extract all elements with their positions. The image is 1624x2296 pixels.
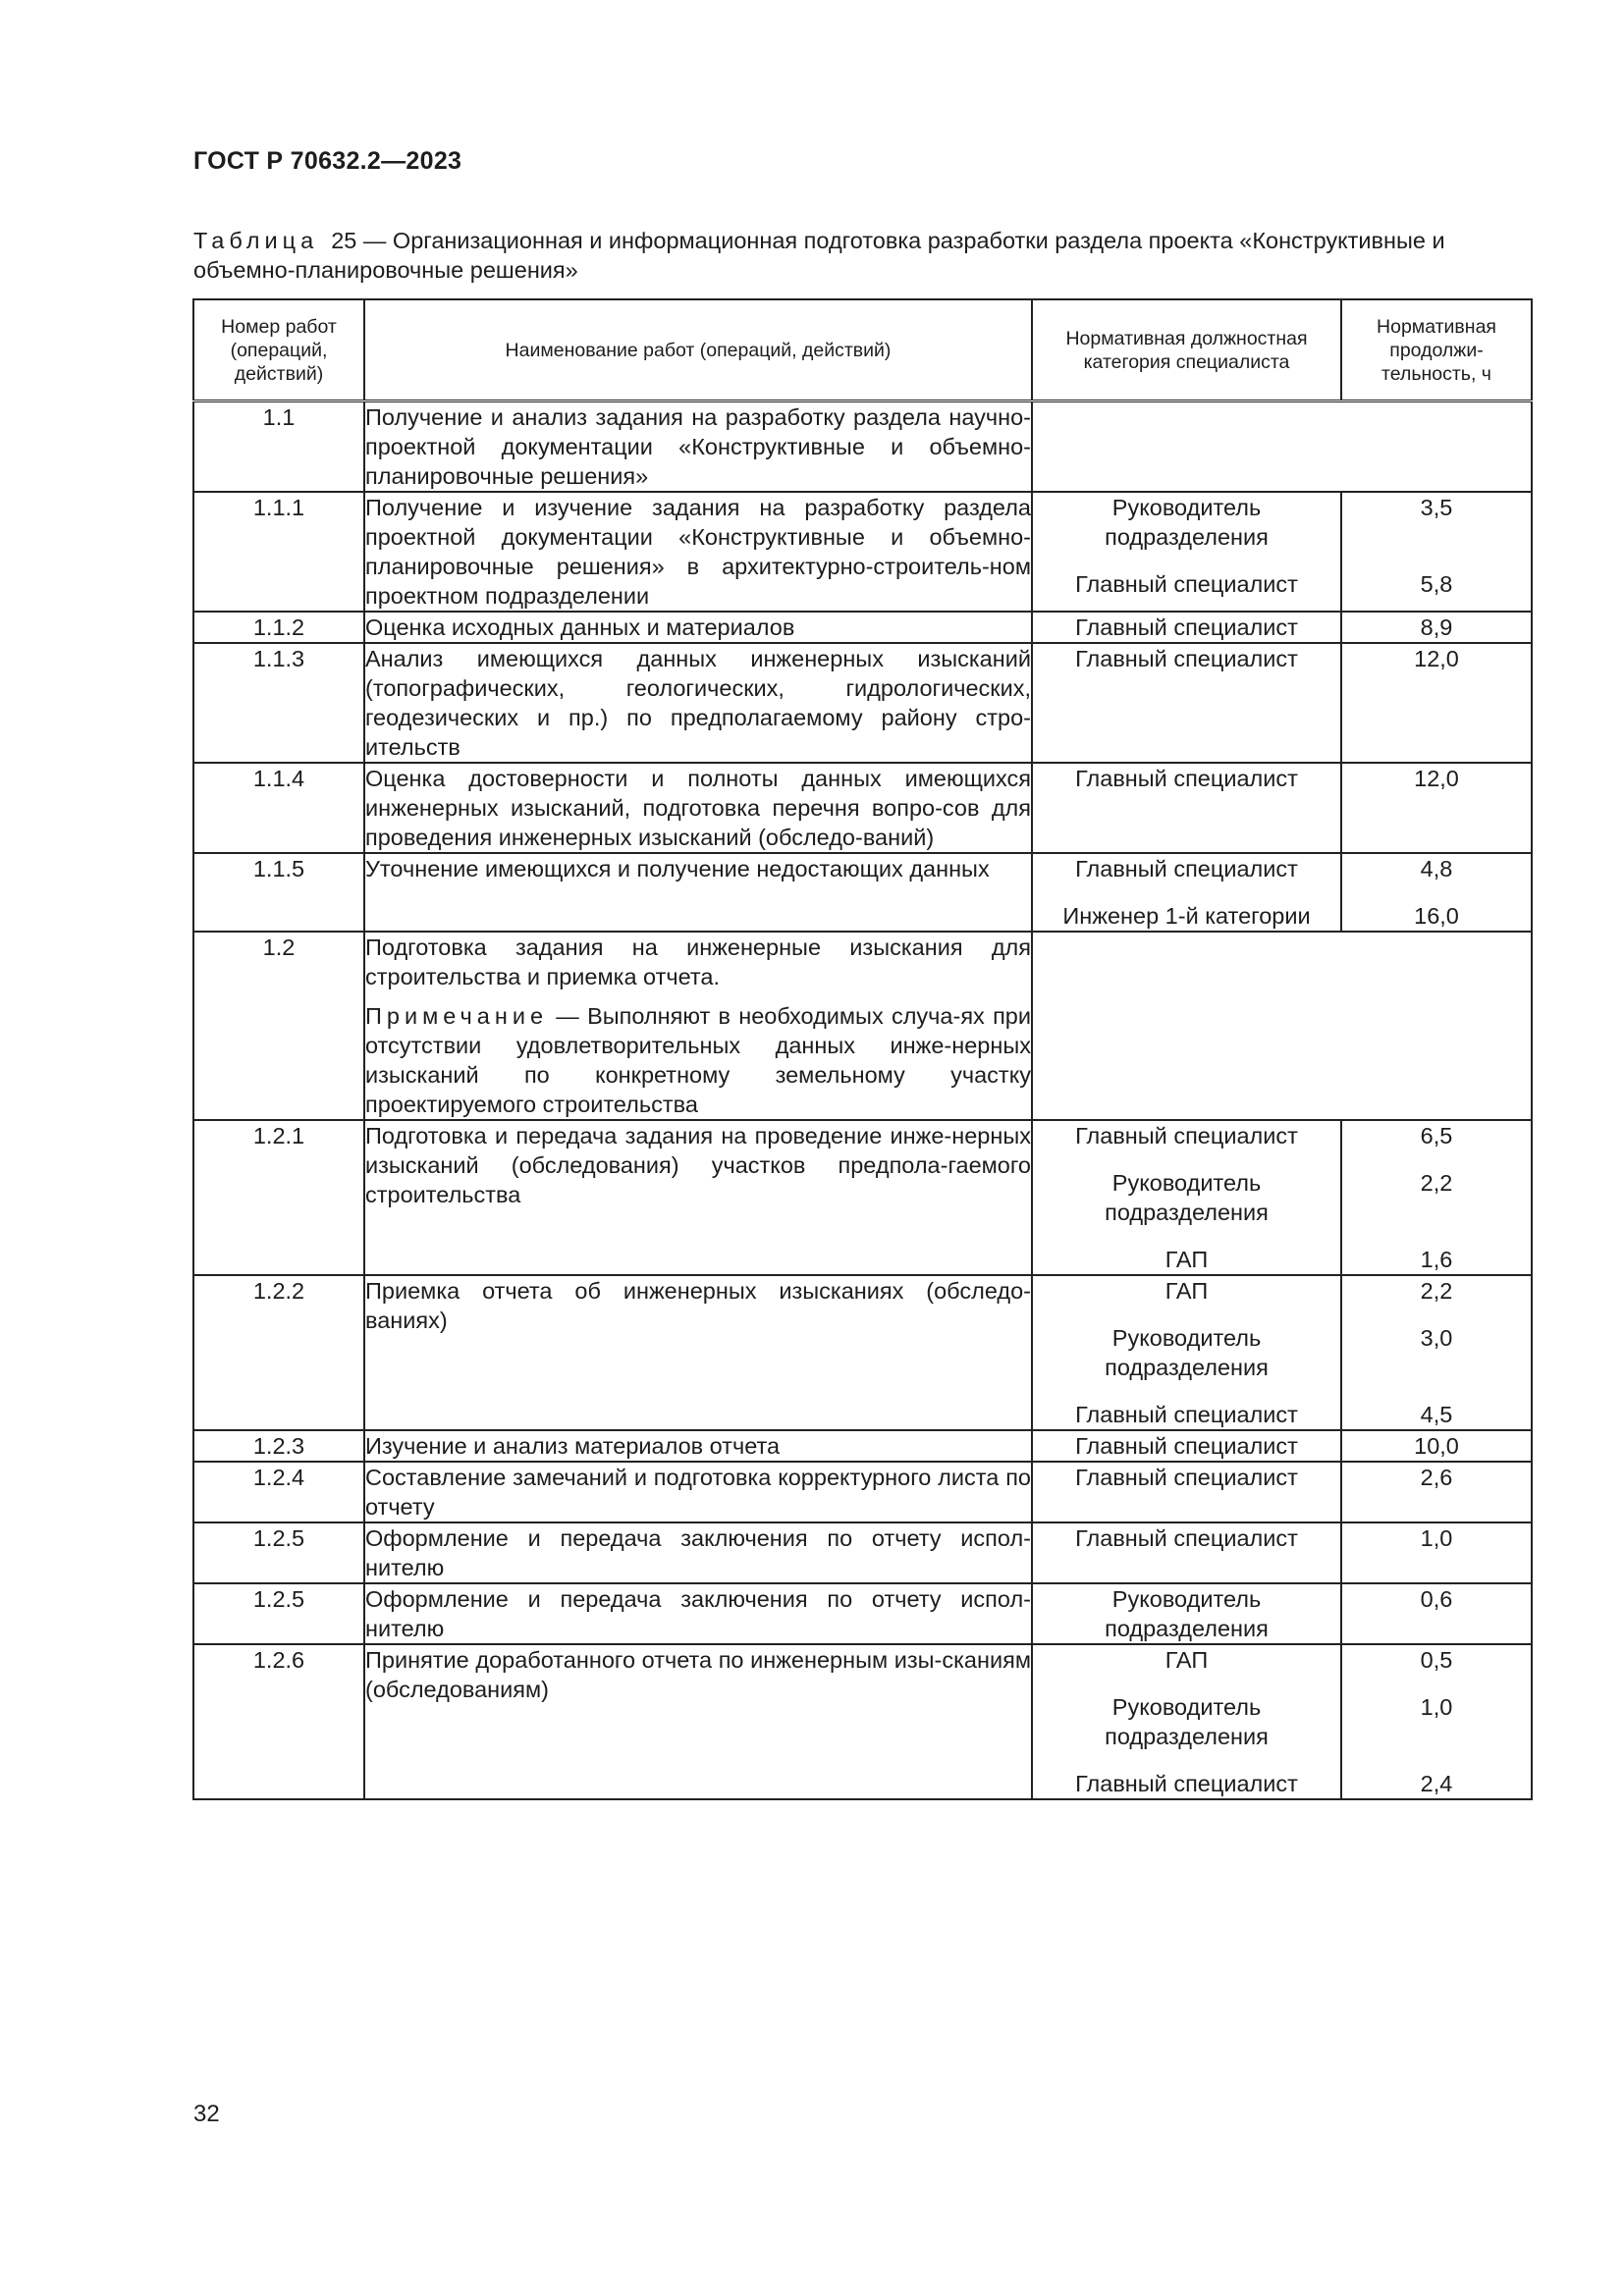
table-row (193, 1275, 1532, 1430)
work-number: 1.2.3 (193, 1430, 364, 1462)
position-cell (1032, 1120, 1341, 1275)
document-header: ГОСТ Р 70632.2—2023 (193, 147, 462, 175)
duration-cell (1341, 1522, 1532, 1583)
table-body (193, 401, 1532, 1800)
position-entry: Главный специалист (1075, 1771, 1298, 1796)
duration-cell (1341, 1583, 1532, 1644)
table-row (193, 1522, 1532, 1583)
position-entry: Руководитель подразделения (1105, 495, 1269, 550)
duration-entry: 1,6 (1420, 1247, 1453, 1272)
duration-entry: 2,2 (1420, 1278, 1453, 1304)
duration-cell (1341, 1430, 1532, 1462)
table-row (193, 612, 1532, 643)
work-name-cell (364, 1644, 1032, 1799)
work-name: Оформление и передача заключения по отчету испол-нителю (365, 1525, 1031, 1580)
work-name: Подготовка задания на инженерные изыскания для строительства и приемка отчета. (365, 934, 1031, 989)
position-cell (1032, 1583, 1341, 1644)
position-entry: Главный специалист (1075, 1402, 1298, 1427)
work-number: 1.1 (193, 401, 364, 493)
duration-entry: 10,0 (1414, 1433, 1459, 1459)
duration-entry: 4,8 (1420, 856, 1453, 881)
duration-cell (1341, 1644, 1532, 1799)
work-name: Подготовка и передача задания на проведение инже-нерных изысканий (обследования) участков предпола-гаемого строительства (365, 1123, 1031, 1207)
position-entry: Главный специалист (1075, 1525, 1298, 1551)
duration-entry: 2,6 (1420, 1465, 1453, 1490)
note-text: — Выполняют в необходимых случа-ях при отсутствии удовлетворительных данных инже-нерных изысканий по конкретному земельному участку проектируемого строительства (365, 1003, 1031, 1117)
position-entry: Главный специалист (1075, 1123, 1298, 1148)
position-cell (1032, 612, 1341, 643)
work-name-cell (364, 643, 1032, 763)
position-entry: Руководитель подразделения (1105, 1586, 1269, 1641)
position-entry: Руководитель подразделения (1105, 1694, 1269, 1749)
position-cell (1032, 1462, 1341, 1522)
work-name: Приемка отчета об инженерных изысканиях (обследо-ваниях) (365, 1278, 1031, 1333)
work-name-cell (364, 1275, 1032, 1430)
work-number: 1.2.2 (193, 1275, 364, 1430)
duration-cell (1341, 763, 1532, 853)
position-entry: Руководитель подразделения (1105, 1325, 1269, 1380)
work-norms-table (192, 298, 1533, 1800)
duration-entry: 1,0 (1420, 1694, 1453, 1720)
table-row (193, 492, 1532, 612)
position-entry: ГАП (1164, 1278, 1209, 1304)
position-entry: Руководитель подразделения (1105, 1170, 1269, 1225)
position-entry: Главный специалист (1075, 1465, 1298, 1490)
position-entry: Главный специалист (1075, 766, 1298, 791)
table-header-row (193, 299, 1532, 401)
position-cell (1032, 1430, 1341, 1462)
work-number: 1.2.1 (193, 1120, 364, 1275)
duration-entry: 16,0 (1414, 903, 1459, 929)
work-name-cell (364, 853, 1032, 932)
duration-entry: 8,9 (1420, 614, 1453, 640)
table-row (193, 1583, 1532, 1644)
work-number: 1.2.6 (193, 1644, 364, 1799)
header-name: Наименование работ (операций, действий) (364, 299, 1032, 401)
position-entry: Главный специалист (1075, 1433, 1298, 1459)
position-entry: ГАП (1164, 1647, 1209, 1673)
position-entry: Инженер 1-й категории (1062, 903, 1311, 929)
work-name: Оценка достоверности и полноты данных имеющихся инженерных изысканий, подготовка перечня вопро-сов для проведения инженерных изысканий (обследо-ваний) (365, 766, 1031, 850)
table-caption-text: 25 — Организационная и информационная подготовка разработки раздела проекта «Конструктивные и объемно-планировочные решения» (193, 228, 1445, 283)
duration-cell (1341, 1462, 1532, 1522)
position-entry: ГАП (1164, 1247, 1209, 1272)
table-row (193, 643, 1532, 763)
work-name: Анализ имеющихся данных инженерных изысканий (топографических, геологических, гидрологических, геодезических и пр.) по предполагаемому району стро-ительств (365, 646, 1031, 760)
duration-entry: 2,2 (1420, 1170, 1453, 1196)
position-cell (1032, 1522, 1341, 1583)
work-name: Получение и анализ задания на разработку раздела научно-проектной документации «Конструктивные и объемно-планировочные решения» (365, 404, 1031, 489)
work-name: Принятие доработанного отчета по инженерным изы-сканиям (обследованиям) (365, 1647, 1031, 1702)
work-name-cell (364, 1583, 1032, 1644)
work-name-cell (364, 1120, 1032, 1275)
work-number: 1.2.5 (193, 1522, 364, 1583)
duration-cell (1341, 492, 1532, 612)
position-cell (1032, 492, 1341, 612)
duration-cell (1341, 1120, 1532, 1275)
table-caption-label: Таблица (193, 228, 319, 253)
empty-cell (1032, 401, 1532, 493)
duration-entry: 6,5 (1420, 1123, 1453, 1148)
work-number: 1.1.3 (193, 643, 364, 763)
table-row (193, 763, 1532, 853)
position-cell (1032, 1275, 1341, 1430)
work-name-cell (364, 932, 1032, 1120)
duration-cell (1341, 643, 1532, 763)
position-entry: Главный специалист (1075, 571, 1298, 597)
work-number: 1.2.4 (193, 1462, 364, 1522)
header-position: Нормативная должностная категория специалиста (1032, 299, 1341, 401)
duration-entry: 3,0 (1420, 1325, 1453, 1351)
duration-cell (1341, 853, 1532, 932)
work-name: Уточнение имеющихся и получение недостающих данных (365, 856, 990, 881)
duration-entry: 1,0 (1420, 1525, 1453, 1551)
duration-entry: 2,4 (1420, 1771, 1453, 1796)
duration-entry: 0,6 (1420, 1586, 1453, 1612)
duration-entry: 12,0 (1414, 766, 1459, 791)
work-name: Составление замечаний и подготовка корректурного листа по отчету (365, 1465, 1031, 1520)
work-name: Изучение и анализ материалов отчета (365, 1433, 781, 1459)
work-name-cell (364, 401, 1032, 493)
position-cell (1032, 643, 1341, 763)
position-entry: Главный специалист (1075, 646, 1298, 671)
work-name-cell (364, 1522, 1032, 1583)
work-name-cell (364, 492, 1032, 612)
table-row (193, 1430, 1532, 1462)
work-number: 1.1.1 (193, 492, 364, 612)
work-number: 1.1.5 (193, 853, 364, 932)
duration-entry: 3,5 (1420, 495, 1453, 520)
table-row (193, 853, 1532, 932)
header-number: Номер работ (операций, действий) (193, 299, 364, 401)
table-row (193, 1120, 1532, 1275)
note-label: Примечание (365, 1003, 549, 1029)
duration-cell (1341, 612, 1532, 643)
table-row (193, 932, 1532, 1120)
header-duration: Нормативная продолжи-тельность, ч (1341, 299, 1532, 401)
work-name: Оценка исходных данных и материалов (365, 614, 795, 640)
work-name: Получение и изучение задания на разработку раздела проектной документации «Конструктивные и объемно-планировочные решения» в архитектурно-строитель-ном проектном подразделении (365, 495, 1031, 609)
work-number: 1.2.5 (193, 1583, 364, 1644)
work-name-cell (364, 1462, 1032, 1522)
table-row (193, 1644, 1532, 1799)
empty-cell (1032, 932, 1532, 1120)
position-entry: Главный специалист (1075, 614, 1298, 640)
position-cell (1032, 853, 1341, 932)
duration-entry: 12,0 (1414, 646, 1459, 671)
duration-entry: 5,8 (1420, 571, 1453, 597)
work-note (365, 1001, 1031, 1119)
work-number: 1.2 (193, 932, 364, 1120)
duration-cell (1341, 1275, 1532, 1430)
table-row (193, 1462, 1532, 1522)
work-number: 1.1.4 (193, 763, 364, 853)
work-name-cell (364, 1430, 1032, 1462)
position-cell (1032, 763, 1341, 853)
page-number: 32 (193, 2101, 220, 2127)
position-cell (1032, 1644, 1341, 1799)
duration-entry: 0,5 (1420, 1647, 1453, 1673)
table-row (193, 401, 1532, 493)
work-name: Оформление и передача заключения по отчету испол-нителю (365, 1586, 1031, 1641)
work-name-cell (364, 763, 1032, 853)
table-caption (193, 226, 1529, 285)
position-entry: Главный специалист (1075, 856, 1298, 881)
duration-entry: 4,5 (1420, 1402, 1453, 1427)
work-number: 1.1.2 (193, 612, 364, 643)
work-name-cell (364, 612, 1032, 643)
